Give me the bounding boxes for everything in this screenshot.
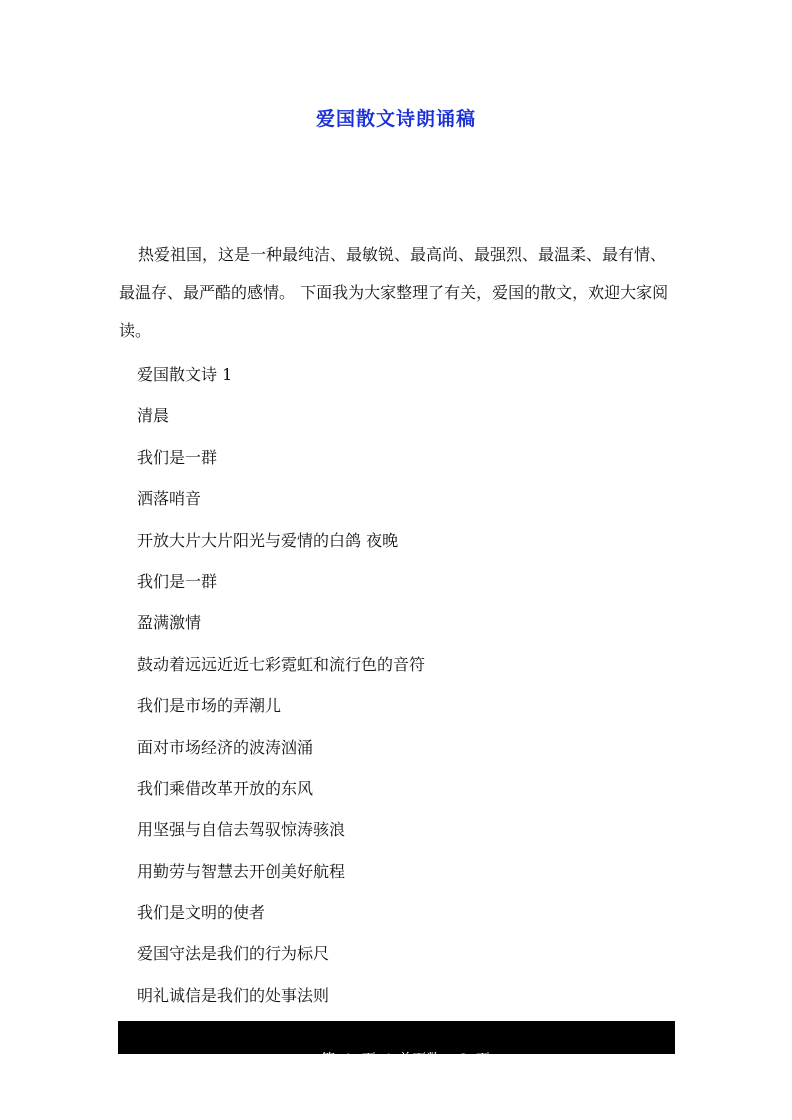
poem-line: 我们乘借改革开放的东风: [137, 778, 314, 798]
poem-line: 爱国散文诗 1: [137, 365, 233, 384]
poem-lines: [137, 364, 425, 1026]
poem-line: 明礼诚信是我们的处事法则: [137, 985, 330, 1005]
poem-line: 用坚强与自信去驾驭惊涛骇浪: [137, 820, 346, 840]
poem-line: 爱国守法是我们的行为标尺: [137, 944, 330, 964]
poem-line: 我们是文明的使者: [137, 903, 266, 923]
poem-line: 面对市场经济的波涛汹涌: [137, 737, 314, 757]
poem-line: 盈满激情: [137, 613, 202, 633]
poem-line: 我们是一群: [137, 571, 218, 591]
intro-paragraph: 热爱祖国，这是一种最纯洁、最敏锐、最高尚、最强烈、最温柔、最有情、最温存、最严酷的感情。 下面我为大家整理了有关，爱国的散文，欢迎大家阅读。: [119, 245, 669, 340]
poem-line: 开放大片大片阳光与爱情的白鸽 夜晚: [137, 530, 399, 550]
page-number-label: 第 1 页 / 总页数 6 页: [320, 1052, 490, 1068]
poem-line: 用勤劳与智慧去开创美好航程: [137, 861, 346, 881]
document-title: 爱国散文诗朗诵稿: [315, 108, 476, 130]
poem-line: 我们是一群: [137, 447, 218, 467]
poem-line: 洒落哨音: [137, 489, 202, 509]
page-footer: [118, 1021, 675, 1068]
poem-line: 我们是市场的弄潮儿: [137, 696, 282, 716]
poem-line: 鼓动着远远近近七彩霓虹和流行色的音符: [137, 654, 426, 674]
poem-line: 清晨: [137, 406, 170, 426]
